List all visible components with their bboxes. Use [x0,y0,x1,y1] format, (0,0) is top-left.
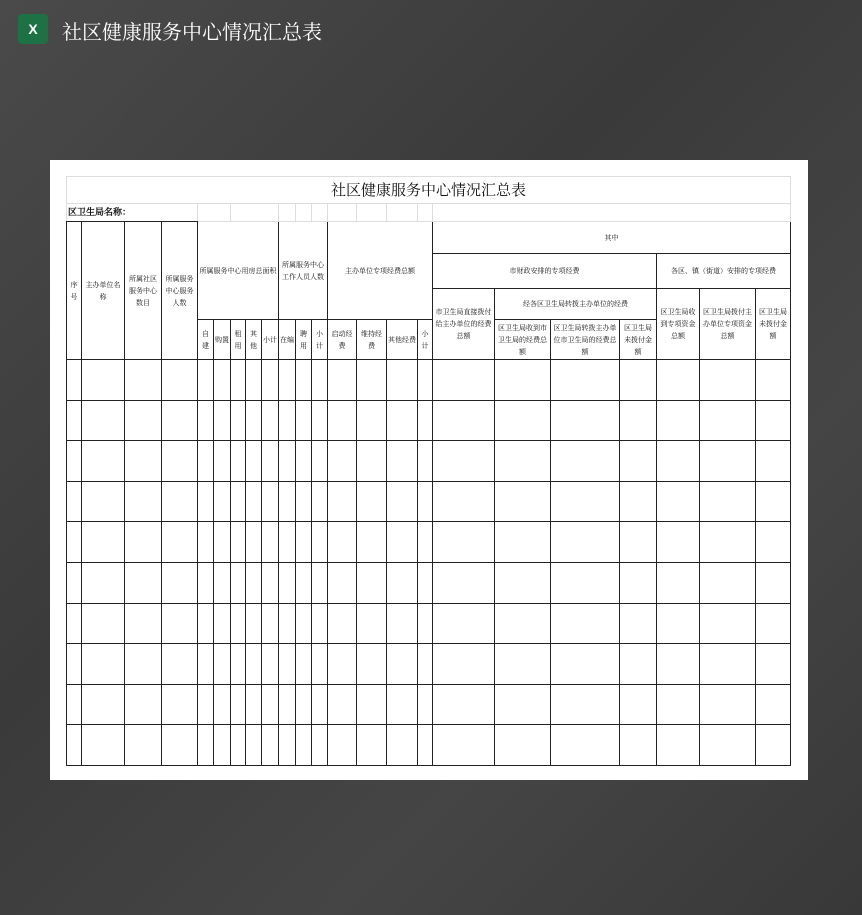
table-cell[interactable] [328,360,357,401]
table-cell[interactable] [125,603,162,644]
table-cell[interactable] [231,522,246,563]
header-seq: 序号 [67,222,82,360]
header-area-sub: 租用 [231,320,246,360]
cell[interactable] [198,204,231,222]
table-cell[interactable] [657,441,700,482]
table-cell[interactable] [418,400,433,441]
table-cell[interactable] [495,725,551,766]
table-cell[interactable] [657,684,700,725]
header-city: 市财政安排的专项经费 [433,254,657,289]
table-cell[interactable] [214,725,231,766]
table-cell[interactable] [418,684,433,725]
cell[interactable] [433,204,791,222]
header-center-count: 所属社区服务中心数目 [125,222,162,360]
header-dist-sub: 区卫生局拨付主办单位专项资金总额 [700,289,756,360]
table-cell[interactable] [657,522,700,563]
header-dist-sub: 区卫生局未拨付金额 [756,289,791,360]
table-row [67,644,791,685]
table-cell[interactable] [495,603,551,644]
table-cell[interactable] [418,603,433,644]
header-staff: 所属服务中心工作人员人数 [279,222,328,320]
table-cell[interactable] [387,522,418,563]
table-cell[interactable] [296,684,312,725]
table-cell[interactable] [433,522,495,563]
table-cell[interactable] [312,644,328,685]
table-cell[interactable] [387,684,418,725]
table-cell[interactable] [357,725,387,766]
table-cell[interactable] [262,522,279,563]
table-row [67,481,791,522]
table-cell[interactable] [246,400,262,441]
table-cell[interactable] [312,360,328,401]
table-cell[interactable] [620,522,657,563]
table-cell[interactable] [296,725,312,766]
table-cell[interactable] [551,360,620,401]
header-staff-sub: 小计 [312,320,328,360]
table-cell[interactable] [433,360,495,401]
table-cell[interactable] [328,725,357,766]
table-cell[interactable] [551,725,620,766]
table-cell[interactable] [262,441,279,482]
table-cell[interactable] [246,725,262,766]
title-bar [0,0,862,60]
table-row [67,400,791,441]
table-cell[interactable] [67,603,82,644]
table-cell[interactable] [296,400,312,441]
cell[interactable] [279,204,296,222]
table-cell[interactable] [125,644,162,685]
table-cell[interactable] [125,725,162,766]
table-cell[interactable] [246,481,262,522]
header-fund-sub: 维持经费 [357,320,387,360]
table-cell[interactable] [279,603,296,644]
table-cell[interactable] [262,360,279,401]
table-cell[interactable] [495,522,551,563]
table-cell[interactable] [657,603,700,644]
table-cell[interactable] [756,725,791,766]
header-staff-sub: 聘用 [296,320,312,360]
header-dist-sub: 区卫生局收到专项资金总额 [657,289,700,360]
region-label: 区卫生局名称： [67,204,198,222]
table-cell[interactable] [357,400,387,441]
table-cell[interactable] [551,400,620,441]
table-cell[interactable] [657,360,700,401]
table-cell[interactable] [198,522,214,563]
table-cell[interactable] [125,441,162,482]
table-cell[interactable] [67,684,82,725]
table-cell[interactable] [198,725,214,766]
table-cell[interactable] [328,684,357,725]
header-area-sub: 购置 [214,320,231,360]
table-cell[interactable] [756,400,791,441]
table-cell[interactable] [700,400,756,441]
table-cell[interactable] [231,360,246,401]
table-cell[interactable] [551,441,620,482]
table-cell[interactable] [214,360,231,401]
table-cell[interactable] [198,562,214,603]
table-cell[interactable] [620,725,657,766]
table-cell[interactable] [262,481,279,522]
table-cell[interactable] [162,522,198,563]
table-cell[interactable] [551,684,620,725]
table-cell[interactable] [67,644,82,685]
table-cell[interactable] [214,644,231,685]
table-cell[interactable] [279,522,296,563]
cell[interactable] [387,204,418,222]
table-cell[interactable] [231,684,246,725]
table-cell[interactable] [433,603,495,644]
cell[interactable] [357,204,387,222]
table-cell[interactable] [328,603,357,644]
table-cell[interactable] [162,725,198,766]
table-cell[interactable] [231,441,246,482]
excel-icon: X [18,14,48,44]
table-cell[interactable] [279,400,296,441]
table-cell[interactable] [262,400,279,441]
table-cell[interactable] [620,360,657,401]
table-cell[interactable] [198,684,214,725]
table-cell[interactable] [67,400,82,441]
table-cell[interactable] [328,644,357,685]
table-cell[interactable] [125,400,162,441]
table-row [67,360,791,401]
table-cell[interactable] [495,684,551,725]
table-cell[interactable] [328,441,357,482]
table-cell[interactable] [657,644,700,685]
table-cell[interactable] [125,481,162,522]
header-org: 主办单位名称 [82,222,125,360]
table-cell[interactable] [198,603,214,644]
table-cell[interactable] [279,725,296,766]
table-cell[interactable] [387,481,418,522]
table-cell[interactable] [418,441,433,482]
table-cell[interactable] [246,644,262,685]
table-cell[interactable] [387,603,418,644]
table-cell[interactable] [756,441,791,482]
header-area-sub: 自建 [198,320,214,360]
table-cell[interactable] [214,562,231,603]
table-cell[interactable] [433,725,495,766]
table-cell[interactable] [231,644,246,685]
table-cell[interactable] [162,360,198,401]
table-row [67,441,791,482]
header-fund-sub: 小计 [418,320,433,360]
table-cell[interactable] [214,603,231,644]
table-cell[interactable] [700,644,756,685]
table-cell[interactable] [700,522,756,563]
header-area-sub: 小计 [262,320,279,360]
table-cell[interactable] [620,684,657,725]
table-cell[interactable] [262,644,279,685]
table-cell[interactable] [312,441,328,482]
header-fund: 主办单位专项经费总额 [328,222,433,320]
table-cell[interactable] [551,481,620,522]
table-cell[interactable] [756,522,791,563]
cell[interactable] [312,204,328,222]
table-cell[interactable] [296,481,312,522]
table-cell[interactable] [756,481,791,522]
table-cell[interactable] [231,603,246,644]
table-cell[interactable] [357,481,387,522]
table-cell[interactable] [82,725,125,766]
table-cell[interactable] [620,603,657,644]
table-cell[interactable] [246,522,262,563]
table-cell[interactable] [67,725,82,766]
table-cell[interactable] [279,441,296,482]
table-cell[interactable] [198,400,214,441]
table-cell[interactable] [328,400,357,441]
table-cell[interactable] [262,725,279,766]
table-cell[interactable] [67,562,82,603]
table-cell[interactable] [67,522,82,563]
table-cell[interactable] [162,400,198,441]
table-cell[interactable] [312,562,328,603]
table-cell[interactable] [198,481,214,522]
table-cell[interactable] [700,481,756,522]
table-cell[interactable] [551,522,620,563]
table-cell[interactable] [433,644,495,685]
table-cell[interactable] [214,441,231,482]
table-cell[interactable] [296,441,312,482]
table-cell[interactable] [418,644,433,685]
table-cell[interactable] [231,481,246,522]
table-cell[interactable] [756,684,791,725]
table-cell[interactable] [198,644,214,685]
cell[interactable] [296,204,312,222]
header-staff-sub: 在编 [279,320,296,360]
table-cell[interactable] [387,400,418,441]
table-cell[interactable] [495,400,551,441]
header-via-sub: 区卫生局未拨付金额 [620,320,657,360]
table-cell[interactable] [357,441,387,482]
table-cell[interactable] [312,725,328,766]
table-cell[interactable] [125,562,162,603]
table-cell[interactable] [231,400,246,441]
table-cell[interactable] [67,481,82,522]
table-cell[interactable] [357,360,387,401]
table-cell[interactable] [700,603,756,644]
table-cell[interactable] [82,481,125,522]
table-cell[interactable] [433,684,495,725]
header-among: 其中 [433,222,791,254]
table-row [67,603,791,644]
cell[interactable] [231,204,279,222]
table-cell[interactable] [162,644,198,685]
table-cell[interactable] [82,522,125,563]
table-cell[interactable] [495,481,551,522]
table-cell[interactable] [433,400,495,441]
table-cell[interactable] [495,562,551,603]
table-row [67,522,791,563]
table-cell[interactable] [387,441,418,482]
table-cell[interactable] [756,644,791,685]
table-cell[interactable] [418,360,433,401]
table-cell[interactable] [328,562,357,603]
header-via-sub: 区卫生局转拨主办单位市卫生局的经费总额 [551,320,620,360]
table-cell[interactable] [125,522,162,563]
table-cell[interactable] [495,360,551,401]
table-cell[interactable] [214,400,231,441]
table-cell[interactable] [279,481,296,522]
table-cell[interactable] [279,644,296,685]
table-cell[interactable] [246,562,262,603]
table-cell[interactable] [620,644,657,685]
table-cell[interactable] [67,441,82,482]
cell[interactable] [418,204,433,222]
table-cell[interactable] [231,725,246,766]
table-cell[interactable] [551,562,620,603]
table-cell[interactable] [246,684,262,725]
table-cell[interactable] [82,360,125,401]
table-cell[interactable] [357,684,387,725]
table-cell[interactable] [418,562,433,603]
table-cell[interactable] [82,684,125,725]
table-cell[interactable] [418,725,433,766]
table-cell[interactable] [67,360,82,401]
table-cell[interactable] [198,441,214,482]
table-cell[interactable] [700,360,756,401]
table-cell[interactable] [657,400,700,441]
table-cell[interactable] [312,522,328,563]
table-cell[interactable] [262,562,279,603]
table-cell[interactable] [162,603,198,644]
table-cell[interactable] [162,684,198,725]
table-cell[interactable] [279,360,296,401]
table-cell[interactable] [82,400,125,441]
table-cell[interactable] [357,644,387,685]
table-cell[interactable] [620,562,657,603]
table-cell[interactable] [620,400,657,441]
header-district: 各区、镇（街道）安排的专项经费 [657,254,791,289]
table-cell[interactable] [387,644,418,685]
table-cell[interactable] [262,684,279,725]
table-cell[interactable] [700,562,756,603]
table-cell[interactable] [657,562,700,603]
table-cell[interactable] [418,481,433,522]
table-cell[interactable] [357,562,387,603]
table-cell[interactable] [162,481,198,522]
header-via-sub: 区卫生局收到市卫生局的经费总额 [495,320,551,360]
spreadsheet-preview [50,160,808,780]
table-cell[interactable] [82,562,125,603]
header-service-pop: 所属服务中心服务人数 [162,222,198,360]
table-cell[interactable] [312,400,328,441]
table-row [67,725,791,766]
table-cell[interactable] [657,725,700,766]
table-cell[interactable] [82,644,125,685]
table-cell[interactable] [296,603,312,644]
table-cell[interactable] [495,644,551,685]
table-cell[interactable] [700,684,756,725]
table-cell[interactable] [620,481,657,522]
header-area-sub: 其他 [246,320,262,360]
table-cell[interactable] [328,522,357,563]
table-row [67,562,791,603]
table-cell[interactable] [214,481,231,522]
table-cell[interactable] [620,441,657,482]
table-cell[interactable] [279,562,296,603]
table-cell[interactable] [296,644,312,685]
header-fund-sub: 其他经费 [387,320,418,360]
header-via-district: 经各区卫生局转拨主办单位的经费 [495,289,657,320]
table-cell[interactable] [357,603,387,644]
table-cell[interactable] [312,684,328,725]
table-cell[interactable] [433,481,495,522]
sheet-title: 社区健康服务中心情况汇总表 [67,177,791,204]
header-city-direct: 市卫生局直接拨付给主办单位的经费总额 [433,289,495,360]
table-cell[interactable] [279,684,296,725]
table-cell[interactable] [387,360,418,401]
table-cell[interactable] [231,562,246,603]
table-cell[interactable] [214,684,231,725]
table-cell[interactable] [296,522,312,563]
header-fund-sub: 启动经费 [328,320,357,360]
table-row [67,684,791,725]
table-cell[interactable] [495,441,551,482]
table-cell[interactable] [125,360,162,401]
table-cell[interactable] [82,441,125,482]
table-cell[interactable] [657,481,700,522]
table-cell[interactable] [246,441,262,482]
table-cell[interactable] [418,522,433,563]
table-cell[interactable] [198,360,214,401]
table-cell[interactable] [312,603,328,644]
table-cell[interactable] [387,725,418,766]
table-cell[interactable] [700,725,756,766]
table-cell[interactable] [756,360,791,401]
cell[interactable] [328,204,357,222]
table-cell[interactable] [82,603,125,644]
table-cell[interactable] [246,603,262,644]
table-cell[interactable] [551,644,620,685]
table-cell[interactable] [328,481,357,522]
table-cell[interactable] [214,522,231,563]
table-cell[interactable] [312,481,328,522]
table-cell[interactable] [433,562,495,603]
table-cell[interactable] [125,684,162,725]
table-cell[interactable] [296,360,312,401]
table-cell[interactable] [162,441,198,482]
table-cell[interactable] [262,603,279,644]
app-title: 社区健康服务中心情况汇总表 [62,20,322,44]
table-cell[interactable] [296,562,312,603]
header-area: 所属服务中心用房总面积 [198,222,279,320]
summary-table [66,176,791,766]
table-cell[interactable] [246,360,262,401]
table-cell[interactable] [162,562,198,603]
table-cell[interactable] [357,522,387,563]
table-cell[interactable] [551,603,620,644]
table-cell[interactable] [756,603,791,644]
table-cell[interactable] [756,562,791,603]
table-cell[interactable] [700,441,756,482]
table-cell[interactable] [387,562,418,603]
table-cell[interactable] [433,441,495,482]
